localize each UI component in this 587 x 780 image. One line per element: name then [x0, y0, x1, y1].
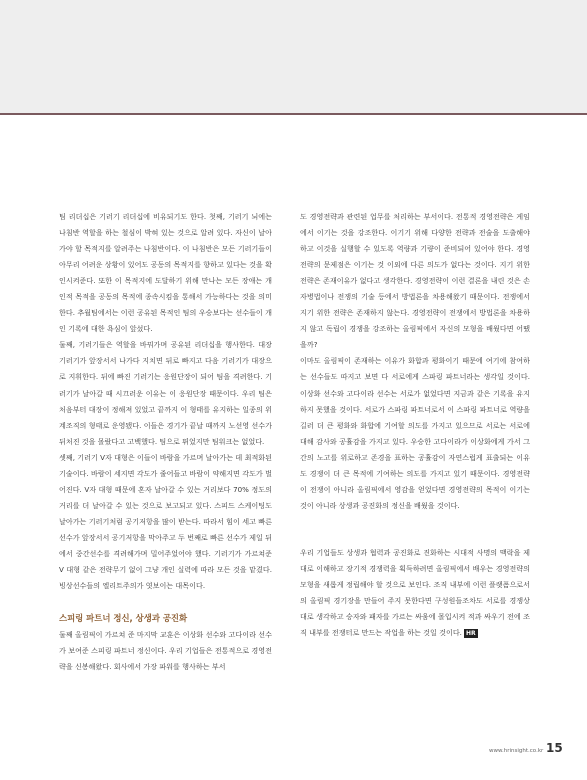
paragraph-2: 둘째, 기러기들은 역할을 바꿔가며 공유된 리더십을 행사한다. 대장 기러기가 앞장서서 나가다 지치면 뒤로 빠지고 다음 기러기가 대장으로 지휘한다. 뒤에 빠진 기러기는 응원단장이 되어 팀을 격려한다. 기러기가 날아갈 때 시끄러운 이유는 이 응원단장 때문이다. 우리 팀은 처음부터 대장이 정해져 있었고 끝까지 이 형태를 유지하는 일종의 위계조직의 형태로 운영됐다. 이들은 경기가 끝날 때까지 노선영 선수가 뒤처진 것을 몰랐다고 고백했다. 팀으로 뛰었지만 팀워크는 없었다. — [59, 340, 272, 446]
footer-url: www.hrinsight.co.kr — [489, 748, 544, 754]
right-column — [300, 209, 530, 641]
paragraph-7 — [300, 545, 530, 641]
hr-end-badge: HR — [465, 629, 476, 637]
section-heading: 스피링 파트너 정신, 상생과 공진화 — [59, 613, 188, 624]
header-rule — [0, 113, 587, 115]
paragraph-6: 이마도 올림픽이 존재하는 이유가 화합과 평화이기 때문에 여기에 참여하는 선수들도 따지고 보면 다 서로에게 스파링 파트너라는 생각일 것이다. 이상화 선수와 고다이라 선수는 서로가 없었다면 지금과 같은 기록을 유지하지 못했을 것이다. 서로가 스파링 파트너로서 이 스파링 파트너로 역량을 길러 더 큰 평화와 화합에 기여할 의도를 가지고 있으므로 서로는 서로에 대해 감사와 공휼감을 가지고 있다. 우승한 고다이라가 이상화에게 가서 그간의 노고를 위로하고 존경을 표하는 공휼감이 자연스럽게 표출되는 이유도 경쟁이 더 큰 목적에 기여하는 의도를 가지고 있기 때문이다. 경영전략이 전쟁이 아니라 올림픽에서 영감을 얻었다면 경영전략의 목적이 이기는 것이 아니라 상생과 공진화의 정신을 배웠을 것이다. — [300, 356, 530, 510]
paragraph-7-text: 우리 기업들도 상생과 협력과 공진화로 진화하는 시대적 사명의 맥락을 제대로 이해하고 장기적 경쟁력을 획득하려면 올림픽에서 배우는 경영전략의 모형을 새롭게 정립해야 할 것으로 보인다. 조직 내부에 이런 플랫폼으로서의 올림픽 경기장을 만들어 주지 못한다면 구성원들조차도 서로를 경쟁상대로 생각하고 승자와 패자를 가르는 싸움에 몰입시켜 적과 싸우기 전에 조직 내부를 전쟁터로 만드는 작업을 하는 것일 것이다. — [300, 547, 530, 638]
paragraph-4: 둘째 올림픽이 가르쳐 준 마지막 교훈은 이상화 선수와 고다이라 선수가 보여준 스피링 파트너 정신이다. 우리 기업들은 전통적으로 경영전략을 신봉해왔다. 회사에서 가장 파워를 행사하는 부서 — [59, 630, 272, 672]
left-column — [59, 209, 272, 675]
paragraph-5: 도 경영전략과 관련된 업무를 처리하는 부서이다. 전통적 경영전략은 게임에서 이기는 것을 강조한다. 이기기 위해 다양한 전략과 전술을 도출해야 하고 이것을 실행할 수 있도록 역량과 기량이 준비되어 있어야 한다. 경영전략의 문제점은 이기는 것 이외에 다른 의도가 없다는 것이다. 지기 위한 전략은 존재이유가 없다고 생각한다. 경영전략이 이런 결론을 내린 것은 손자병법이나 전쟁의 기술 등에서 방법론을 차용해왔기 때문이다. 전쟁에서 지기 위한 전략은 존재하지 않는다. 경영전략이 전쟁에서 방법론을 차용하지 않고 독립이 경쟁을 강조하는 올림픽에서 자신의 모형을 배웠다면 어땠을까? — [300, 212, 530, 350]
header-band — [0, 0, 587, 113]
paragraph-3: 셋째, 기러기 V자 대형은 이들이 바람을 가르며 날아가는 데 최적화된 기술이다. 바람이 세지면 각도가 줄어들고 바람이 약해지면 각도가 벌어진다. V자 대형 때문에 혼자 날아갈 수 있는 거리보다 70% 정도의 거리를 더 날아갈 수 있는 것으로 보고되고 있다. 스피드 스케이팅도 날아가는 기러기처럼 공기저항을 많이 받는다. 따라서 힘이 세고 빠른 선수가 앞장서서 공기저항을 막아주고 두 번째로 빠른 선수가 제일 뒤에서 중간선수를 격려해가며 밀어주었어야 했다. 기러기가 가르쳐준 V 대형 같은 전략무기 없이 그냥 개인 실력에 따라 모든 것을 맡겼다. 빙상선수들의 엘리트주의가 엿보이는 대목이다. — [59, 452, 272, 591]
paragraph-1: 팀 리더십은 기러기 리더십에 비유되기도 한다. 첫째, 기러기 뇌에는 나침반 역할을 하는 철심이 박혀 있는 것으로 알려 있다. 자신이 날아가야 할 목적지를 알려주는 나침반이다. 이 나침반은 모든 기러기들이 아무리 어려운 상황이 있어도 공동의 목적지를 향하고 있다는 것을 확인시켜준다. 또한 이 목적지에 도달하기 위해 만나는 모든 장애는 개인적 목적을 공동의 목적에 종속시킴을 통해서 가능하다는 것을 의미한다. 추월팀에서는 이런 공유된 목적인 팀의 우승보다는 선수들이 개인 기록에 대한 욕심이 앞섰다. — [59, 212, 272, 334]
page-number: 15 — [546, 741, 563, 755]
